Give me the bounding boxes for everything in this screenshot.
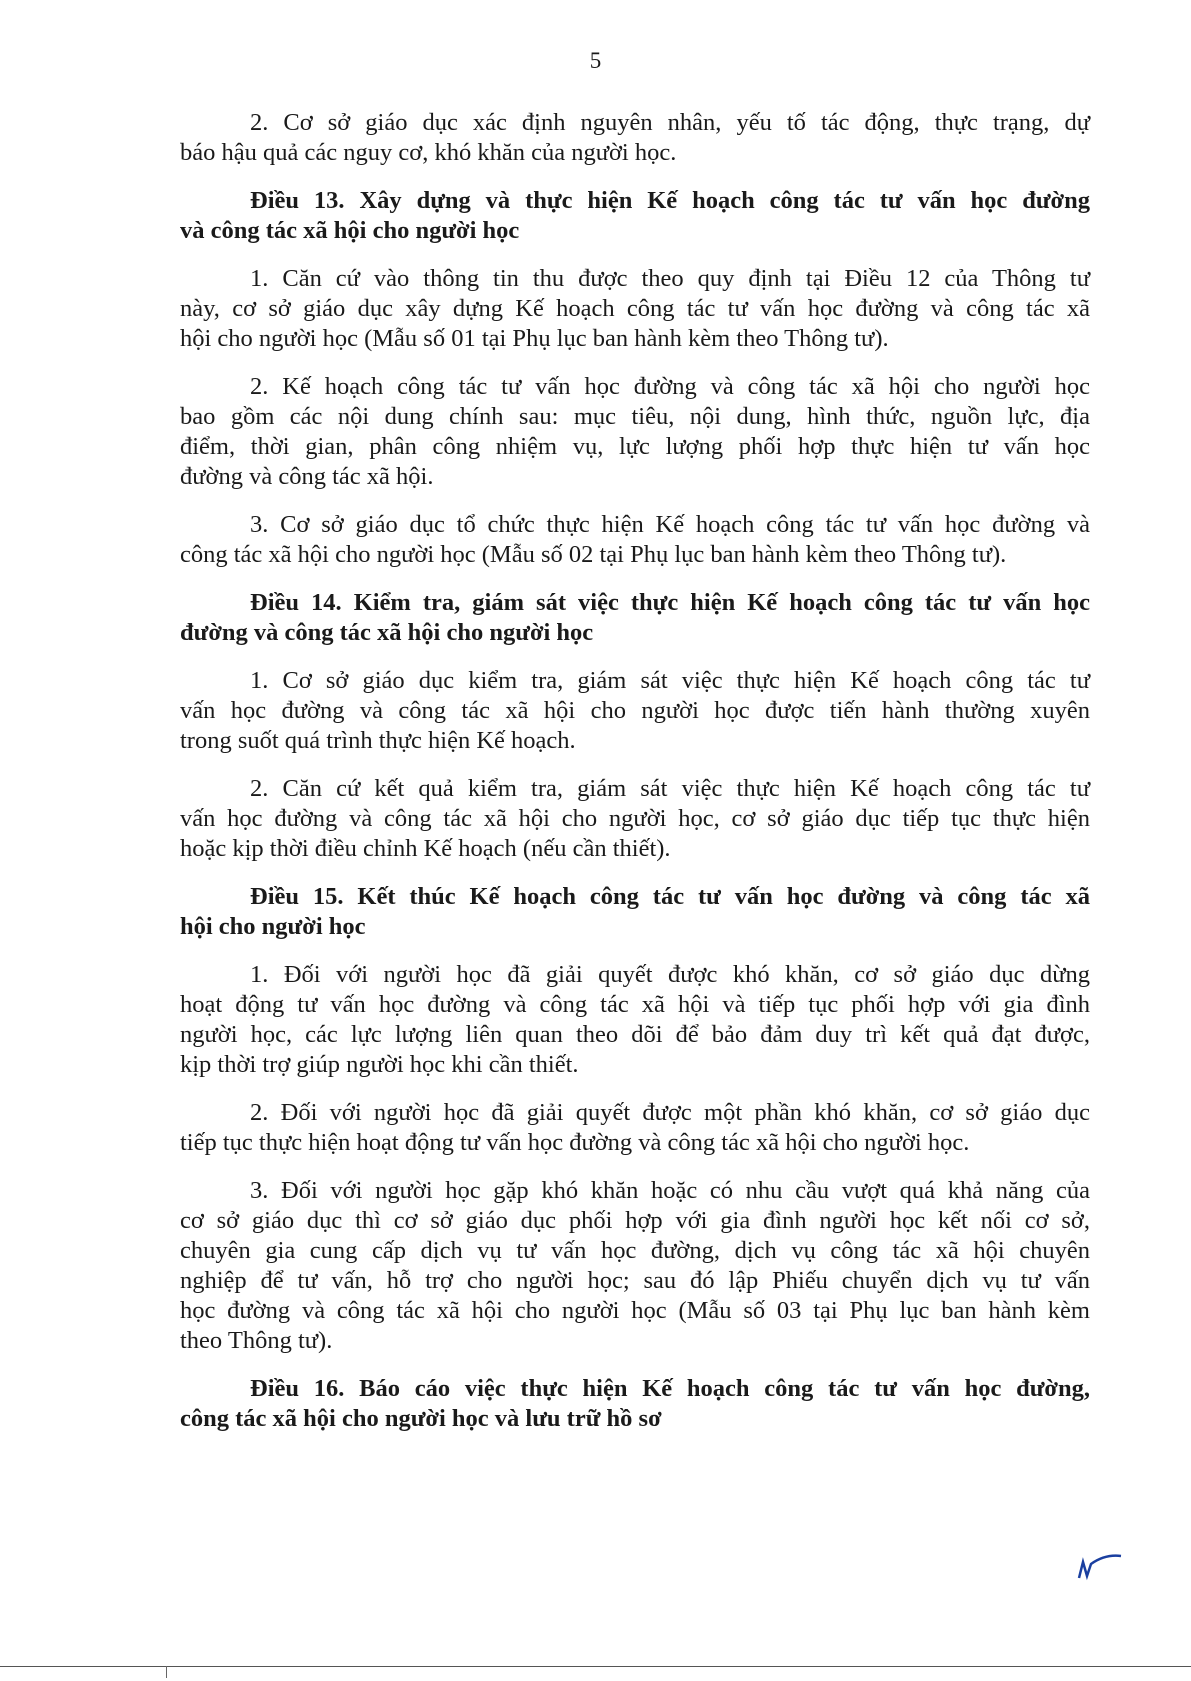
text-line: 2. Đối với người học đã giải quyết được một phần khó khăn, cơ sở giáo dục — [250, 1099, 1090, 1126]
text-line: người học, các lực lượng liên quan theo dõi để bảo đảm duy trì kết quả đạt được, — [180, 1021, 1090, 1048]
text-line: 1. Cơ sở giáo dục kiểm tra, giám sát việc thực hiện Kế hoạch công tác tư — [250, 667, 1090, 694]
text-line: hội cho người học (Mẫu số 01 tại Phụ lục ban hành kèm theo Thông tư). — [180, 325, 889, 352]
text-line: hội cho người học — [180, 913, 366, 940]
document-body — [180, 108, 1090, 1452]
text-line: 2. Cơ sở giáo dục xác định nguyên nhân, yếu tố tác động, thực trạng, dự — [250, 109, 1090, 136]
text-line: 3. Cơ sở giáo dục tổ chức thực hiện Kế hoạch công tác tư vấn học đường và — [250, 511, 1090, 538]
text-line: hoạt động tư vấn học đường và công tác xã hội và tiếp tục phối hợp với gia đình — [180, 991, 1090, 1018]
initial-signature — [1075, 1552, 1125, 1582]
text-line: cơ sở giáo dục thì cơ sở giáo dục phối hợp với gia đình người học kết nối cơ sở, — [180, 1207, 1090, 1234]
text-line: Điều 13. Xây dựng và thực hiện Kế hoạch công tác tư vấn học đường — [250, 187, 1090, 214]
text-line: báo hậu quả các nguy cơ, khó khăn của người học. — [180, 139, 677, 166]
text-line: công tác xã hội cho người học và lưu trữ hồ sơ — [180, 1405, 662, 1432]
text-line: này, cơ sở giáo dục xây dựng Kế hoạch công tác tư vấn học đường và công tác xã — [180, 295, 1090, 322]
text-line: vấn học đường và công tác xã hội cho người học, cơ sở giáo dục tiếp tục thực hiện — [180, 805, 1090, 832]
paragraph — [180, 372, 1090, 492]
paragraph — [180, 1098, 1090, 1158]
text-line: nghiệp để tư vấn, hỗ trợ cho người học; sau đó lập Phiếu chuyển dịch vụ tư vấn — [180, 1267, 1090, 1294]
paragraph — [180, 960, 1090, 1080]
text-line: điểm, thời gian, phân công nhiệm vụ, lực lượng phối hợp thực hiện tư vấn học — [180, 433, 1090, 460]
text-line: theo Thông tư). — [180, 1327, 333, 1354]
paragraph — [180, 264, 1090, 354]
article-heading — [180, 588, 1090, 648]
text-line: bao gồm các nội dung chính sau: mục tiêu, nội dung, hình thức, nguồn lực, địa — [180, 403, 1090, 430]
text-line: Điều 14. Kiểm tra, giám sát việc thực hiện Kế hoạch công tác tư vấn học — [250, 589, 1090, 616]
text-line: Điều 16. Báo cáo việc thực hiện Kế hoạch công tác tư vấn học đường, — [250, 1375, 1090, 1402]
text-line: học đường và công tác xã hội cho người học (Mẫu số 03 tại Phụ lục ban hành kèm — [180, 1297, 1090, 1324]
paragraph — [180, 510, 1090, 570]
text-line: kịp thời trợ giúp người học khi cần thiết. — [180, 1051, 579, 1078]
text-line: hoặc kịp thời điều chỉnh Kế hoạch (nếu cần thiết). — [180, 835, 671, 862]
paragraph — [180, 774, 1090, 864]
article-heading — [180, 882, 1090, 942]
text-line: công tác xã hội cho người học (Mẫu số 02 tại Phụ lục ban hành kèm theo Thông tư). — [180, 541, 1007, 568]
paragraph — [180, 666, 1090, 756]
text-line: chuyên gia cung cấp dịch vụ tư vấn học đường, dịch vụ công tác xã hội chuyên — [180, 1237, 1090, 1264]
text-line: Điều 15. Kết thúc Kế hoạch công tác tư vấn học đường và công tác xã — [250, 883, 1090, 910]
text-line: trong suốt quá trình thực hiện Kế hoạch. — [180, 727, 576, 754]
text-line: 2. Căn cứ kết quả kiểm tra, giám sát việc thực hiện Kế hoạch công tác tư — [250, 775, 1090, 802]
text-line: đường và công tác xã hội. — [180, 463, 434, 490]
page-number: 5 — [589, 48, 602, 73]
article-heading — [180, 1374, 1090, 1434]
text-line: 1. Đối với người học đã giải quyết được khó khăn, cơ sở giáo dục dừng — [250, 961, 1090, 988]
text-line: tiếp tục thực hiện hoạt động tư vấn học đường và công tác xã hội cho người học. — [180, 1129, 970, 1156]
paragraph — [180, 1176, 1090, 1356]
text-line: 3. Đối với người học gặp khó khăn hoặc có nhu cầu vượt quá khả năng của — [250, 1177, 1090, 1204]
text-line: đường và công tác xã hội cho người học — [180, 619, 594, 646]
text-line: 2. Kế hoạch công tác tư vấn học đường và công tác xã hội cho người học — [250, 373, 1090, 400]
text-line: 1. Căn cứ vào thông tin thu được theo quy định tại Điều 12 của Thông tư — [250, 265, 1090, 292]
bottom-tick — [166, 1666, 167, 1678]
text-line: và công tác xã hội cho người học — [180, 217, 520, 244]
text-line: vấn học đường và công tác xã hội cho người học được tiến hành thường xuyên — [180, 697, 1090, 724]
paragraph — [180, 108, 1090, 168]
bottom-rule — [0, 1666, 1191, 1667]
article-heading — [180, 186, 1090, 246]
